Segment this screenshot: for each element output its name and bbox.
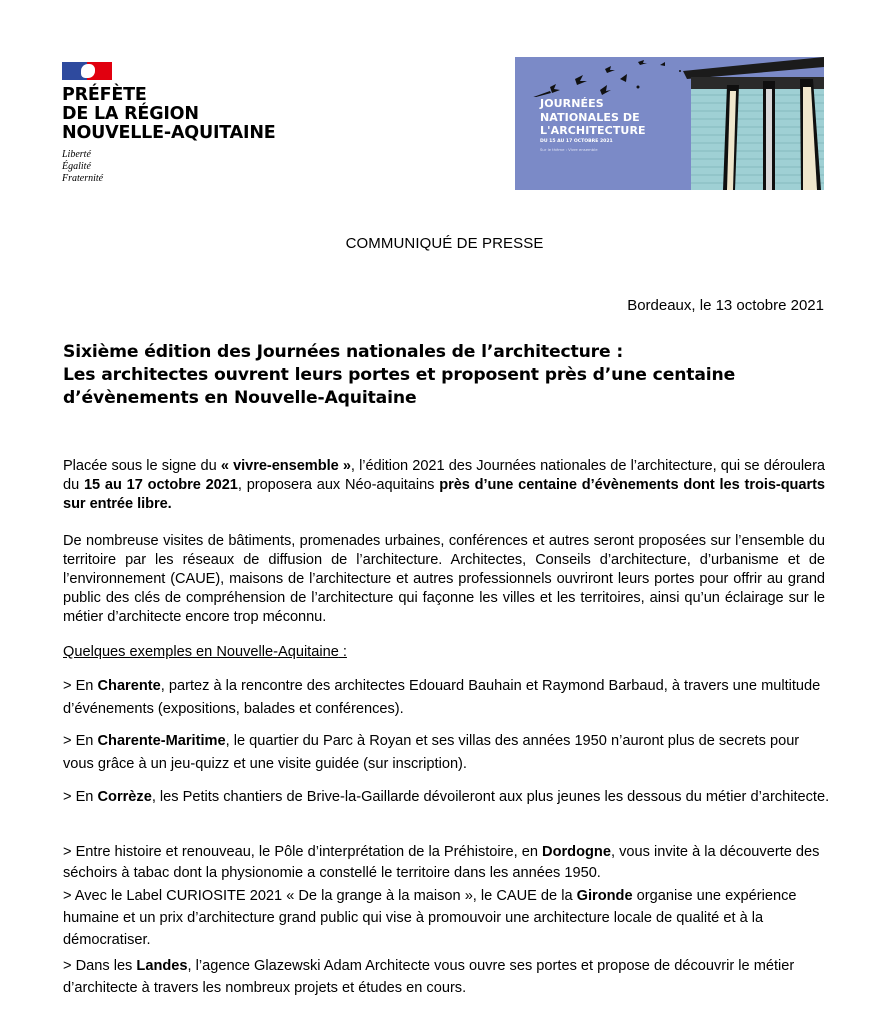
example-text: > En (63, 678, 98, 694)
examples-title (63, 644, 347, 660)
body-paragraph: De nombreuse visites de bâtiments, promenades urbaines, conférences et autres seront proposées sur l’ensemble du territoire par les réseaux de diffusion de l’architecture. Architectes, Conseils d’architecture, d’urbanisme et de l’environnement (CAUE), maisons de l’architecture et autres professionnels ouvriront leurs portes pour offrir au grand public des clés de compréhension de l’architecture qui façonne les villes et les territoires, ainsi qu’un éclairage sur le métier d’architecte encore trop méconnu. (63, 533, 825, 625)
intro-text: , proposera aux Néo-aquitains (237, 477, 440, 493)
intro-text: , l’édition 2021 des Journées nationales de l’architecture, qui se déroulera du (63, 458, 825, 493)
example-item (63, 675, 833, 720)
example-item (63, 955, 833, 999)
example-item (63, 786, 833, 809)
example-text: , l’agence Glazewski Adam Architecte vous ouvre ses portes et propose de découvrir le métier d’architecte à travers les nombreux projets et études en cours. (63, 958, 795, 996)
logo-motto (62, 149, 302, 185)
example-text: , partez à la rencontre des architectes Edouard Bauhain et Raymond Barbaud, à travers une multitude d’événements (expositions, balades et conférences). (63, 678, 821, 717)
example-department: Charente (97, 678, 161, 694)
banner-dates: DU 15 AU 17 OCTOBRE 2021 (540, 139, 613, 144)
flag-red (87, 62, 112, 80)
example-department: Dordogne (542, 844, 611, 860)
logo-title (62, 86, 302, 143)
press-release-heading-text: COMMUNIQUÉ DE PRESSE (345, 235, 544, 252)
motto-line: Liberté (62, 149, 91, 160)
building-illustration-icon (683, 57, 824, 190)
event-banner (515, 57, 824, 190)
example-text: > En (63, 733, 98, 749)
example-text: organise une expérience humaine et un prix d’architecture grand public qui vise à promouvoir une architecture locale de qualité et à la démocratiser. (63, 888, 797, 948)
intro-text: Placée sous le signe du (63, 458, 221, 474)
example-department: Gironde (576, 888, 633, 904)
intro-bold: « vivre-ensemble » (220, 458, 351, 474)
banner-theme: Sur le thème : Vivre ensemble (540, 147, 598, 152)
motto-line: Fraternité (62, 173, 104, 184)
example-text: > En (63, 789, 98, 805)
banner-title (540, 97, 646, 138)
example-text: , les Petits chantiers de Brive-la-Gaillarde dévoileront aux plus jeunes les dessous du métier d’architecte. (151, 789, 830, 805)
banner-title-line: NATIONALES DE (540, 110, 640, 124)
marianne-flag-icon (62, 62, 112, 80)
example-item (63, 730, 833, 775)
intro-bold: près d’une centaine d’évènements dont les trois-quarts sur entrée libre. (63, 477, 825, 512)
examples-title-text: Quelques exemples en Nouvelle-Aquitaine (63, 644, 339, 660)
example-department: Corrèze (97, 789, 152, 805)
headline (63, 341, 833, 410)
headline-line: d’évènements en Nouvelle-Aquitaine (63, 388, 417, 408)
intro-paragraph (63, 457, 825, 514)
place-date: Bordeaux, le 13 octobre 2021 (627, 297, 824, 314)
marianne-profile (81, 64, 95, 78)
example-item (63, 885, 833, 951)
headline-line: Sixième édition des Journées nationales de l’architecture : (63, 342, 624, 362)
example-text: > Avec le Label CURIOSITE 2021 « De la grange à la maison », le CAUE de la (63, 888, 577, 904)
example-text: , vous invite à la découverte des séchoirs à tabac dont la physionomie a constellé le territoire dans les années 1950. (63, 844, 820, 881)
banner-title-line: L'ARCHITECTURE (540, 124, 646, 137)
intro-bold: 15 au 17 octobre 2021 (83, 477, 238, 493)
example-text: > Dans les (63, 958, 137, 974)
example-item (63, 842, 833, 884)
logo-title-line: NOUVELLE-AQUITAINE (62, 123, 276, 143)
banner-title-line: JOURNÉES (540, 97, 604, 110)
example-text: > Entre histoire et renouveau, le Pôle d’interprétation de la Préhistoire, en (63, 844, 543, 860)
press-release-heading (0, 235, 889, 252)
example-department: Landes (136, 958, 188, 974)
birds-illustration-icon (520, 57, 690, 97)
prefecture-logo (62, 62, 302, 185)
examples-title-colon: : (338, 644, 347, 660)
example-department: Charente-Maritime (97, 733, 226, 749)
headline-line: Les architectes ouvrent leurs portes et proposent près d’une centaine (63, 365, 736, 385)
logo-title-line: PRÉFÈTE (62, 85, 147, 105)
example-text: , le quartier du Parc à Royan et ses villas des années 1950 n’auront plus de secrets pour vous grâce à un jeu-quizz et une visite guidée (sur inscription). (63, 733, 800, 772)
motto-line: Égalité (62, 161, 91, 172)
logo-title-line: DE LA RÉGION (62, 104, 199, 124)
